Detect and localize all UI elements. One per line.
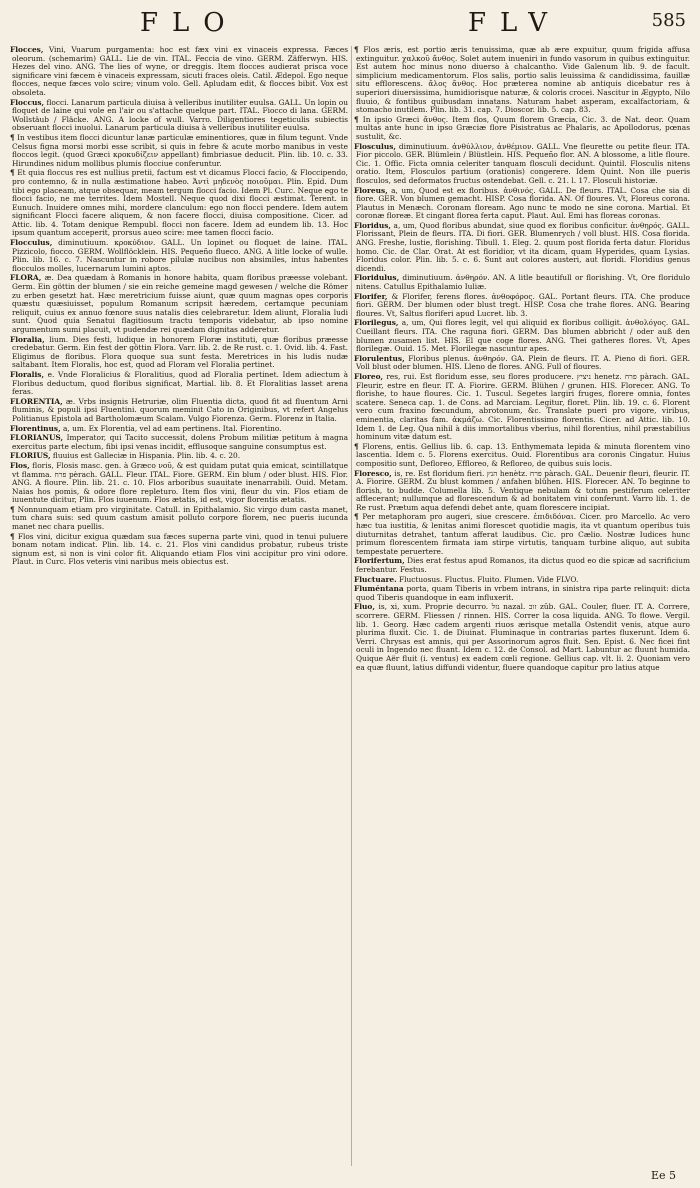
entry-text: Florens, entis. Gellius lib. 6. cap. 13. Enthymemata lepida & minuta florentem vino lascentia. Idem c. 5. Florens exercitus. Ouid. Florentibus ara coronis Cingatur. Huius compositio sunt, Defloreo, Effloreo, & Refloreo, de quibus suis locis. bbox=[356, 441, 690, 468]
entry-headword: ¶ bbox=[354, 45, 359, 54]
entry-headword: Floralia, bbox=[10, 334, 45, 344]
entry-headword: Flos, bbox=[10, 460, 30, 470]
entry-headword: Fluo, bbox=[354, 602, 375, 612]
dictionary-entry bbox=[12, 452, 348, 461]
entry-headword: Floccus, bbox=[10, 97, 45, 107]
entry-headword: Flosculus, bbox=[354, 141, 396, 151]
header-right: FLV bbox=[468, 8, 561, 38]
left-column bbox=[12, 46, 348, 1168]
entry-headword: Floridulus, bbox=[354, 273, 400, 283]
dictionary-entry bbox=[356, 46, 690, 115]
entry-text: Flos vini, dicitur exigua quædam sua fæces superna parte vini, quod in tenui puluere bonam notam indicat. Plin. lib. 14. c. 21. Flos vini candidus probatur, rubeus triste signum est, si non is vini color fit. Aliquando etiam Flos vini accipitur pro vini odore. Plaut. in Curc. Flos veteris vini naribus meis obiectus est. bbox=[12, 531, 348, 567]
running-header bbox=[0, 8, 700, 42]
dictionary-entry bbox=[356, 116, 690, 142]
entry-text: & Florifer, ferens flores. ἀνθοφόρος. GAL. Portant fleurs. ITA. Che produce fiori. GERM. Der blumen oder blust tregt. HISP. Cosa che trahe flores. ANG. Bearing floures. Vt, Saltus floriferi apud Lucret. lib. 3. bbox=[356, 291, 690, 318]
entry-headword: ¶ bbox=[10, 504, 15, 514]
entry-text: æ. Dea quædam à Romanis in honore habita, quam floribus præesse volebant. Germ. Ein göttin der blumen / sie ein reiche gemeine magd gewesen / welche die Römer zu erben gesetzt hat. Hæc meretricium fuisse aiunt, quæ quum magnas opes corporis quæstu quæsiuisset, populum Romanum scripsit hæredem, certamque pecuniam reliquit, cuius ex annuo fœnore suus natalis dies celebraretur. Idem aliunt, Floralia ludi sunt. Quod quia Senatui flagitiosum tractu temporis videbatur, ab ipso nomine argumentum sumi placuit, vt pudendæ rei quædam dignitas adderetur. bbox=[12, 273, 348, 334]
dictionary-entry bbox=[356, 293, 690, 319]
entry-headword: Florentinus, bbox=[10, 423, 61, 433]
entry-text: a, um, Quod floribus abundat, siue quod ex floribus conficitur. ἀνθηρός. GALL. Florissant, Plein de fleurs. ITA. Di fiori. GER. Blumenrych / voll blust. HIS. Cosa florida. ANG. Freshe, lustie, florishing. Tibull. 1. Eleg. 2. quum post florida ferta datur. Floridus homo. Cic. de Clar. Orat. At est floridior, vt ita dicam, quam Hyperides, quam Lysias. Floridus color. Plin. lib. 5. c. 6. Sunt aut colores austeri, aut floridi. Floridius genus dicendi. bbox=[356, 220, 690, 273]
dictionary-entry bbox=[12, 398, 348, 424]
entry-headword: FLORENTIA, bbox=[10, 396, 63, 406]
dictionary-entry bbox=[12, 506, 348, 532]
dictionary-entry bbox=[12, 134, 348, 168]
entry-text: Vini, Vuarum purgamenta: hoc est fæx vini ex vinaceis expressa. Fæces oleorum. (schemarim) GALL. Lie de vin. ITAL. Feccia de vino. GERM. Zäfferwyn. HIS. Hezes del vino. ANG. The lies of wyne, or dreggis. Item flocces audierat prisca voce significare vini fæcem è vinaceis expressam, sicuti fraces oleis. Catil. Ædepol. Ego neque flocces, neque fæces volo scire; vinum volo. Gell. Apludam edit, & flocces bibit. Vox est obsoleta. bbox=[12, 45, 348, 97]
dictionary-entry bbox=[12, 371, 348, 397]
entry-headword: Florifer, bbox=[354, 291, 388, 301]
entry-text: In vestibus item flocci dicuntur lanæ particulæ eminentiores, quæ in filum tegunt. Vnde Celsus figna morsi morbi esse scribit, si quis in febre & acute morbo manibus in veste floccos legit. (quod Græci κροκυδίζειν appellant) fimbriasue deducit. Plin. lib. 10. c. 33. Hirundines nidum mollibus plumis flocciue conferuntur. bbox=[12, 132, 348, 168]
entry-text: Floribus plenus. ἀνθηρόν. GA. Plein de fleurs. IT. A. Pieno di fiori. GER. Voll blust oder blumen. HIS. Lleno de flores. ANG. Full of floures. bbox=[356, 353, 690, 372]
entry-headword: ¶ bbox=[354, 441, 359, 451]
entry-headword: Floresco, bbox=[354, 468, 392, 478]
entry-text: diminutiuum. ἀνθύλλιον, ἀνθέμιον. GALL. Vne fleurette ou petite fleur. ITA. Fior piccolo. GER. Blümlein / Blüstlein. HIS. Pequeño flor. AN. A blossome, a litle floure. Cic. 1. Offic. Ficta omnia celeriter tanquam flosculi decidunt. Quintil. Flosculis nitens oratio. Item, Flosculos partium (orationis) congerere. Idem Quint. Non ille pueris flosculos, sed deformatos fructus ostendebat. Gell. c. 21. l. 17. Flosculi historiæ. bbox=[356, 141, 690, 185]
entry-text: floris, Flosis masc. gen. à Græco νοῦ, & est quidam putat quia emicat, scintillatque vt flamma. פרח pèrach. GALL. Fleur. ITAL. Fiore. GERM. Ein blum / oder blust. HIS. Flor. ANG. A floure. Plin. lib. 21. c. 10. Flos arboribus suauitate inenarrabili. Ouid. Metam. Naias hos pomis, & odore flore repleturo. Item flos vini, fleur du vin. Flos etiam de iuuentute dicitur, Plin. Flos iuuenum. Flos ætatis, id est, vigor florentis ætatis. bbox=[12, 460, 348, 505]
dictionary-entry bbox=[356, 603, 690, 672]
entry-headword: ¶ bbox=[354, 114, 359, 124]
entry-headword: Floreus, bbox=[354, 185, 388, 195]
entry-text: Per metaphoram pro augeri, siue crescere. ἐπιδιδόναι. Cicer. pro Marcello. Ac vero hæc tua iustitia, & lenitas animi florescet quotidie magis, ita vt quantum operibus tuis diuturnitas detrahet, tantum afferat laudibus. Cic. pro Cælio. Nostræ Iudices hunc primum florescentem firmata iam stirpe virtutis, tanquam turbine aliquo, aut subita tempestate peruertere. bbox=[356, 512, 690, 556]
dictionary-entry bbox=[356, 557, 690, 574]
dictionary-entry bbox=[12, 274, 348, 334]
entry-headword: Florulentus, bbox=[354, 353, 405, 363]
dictionary-entry bbox=[356, 373, 690, 442]
entry-headword: Fluctuare. bbox=[354, 574, 397, 584]
entry-text: a, um, Quod est ex floribus. ἀνθινός. GALL. De fleurs. ITAL. Cosa che sia di fiore. GER. Von blumen gemacht. HISP. Cosa florida. AN. Of floures. Vt, Floreus corona. Plautus in Menæch. Coronam floream. Ago nunc te modo ne sine corona. Martial. Et coronæ floreæ. Et cingant florea ferta caput. Plaut. Aul. Emi has floreas coronas. bbox=[356, 185, 690, 221]
dictionary-entry bbox=[356, 143, 690, 186]
dictionary-entry bbox=[356, 187, 690, 221]
entry-text: Flos æris, est portio æris tenuissima, quæ ab ære expuitur, quum frigida affusa extinguitur. χαλκοῦ ἄνθος. Solet autem inueniri in fundo vasorum in quibus extinguitur. Est autem hoc minus nono diuerso à chalcantho. Vide Galenum lib. 9. de facult. simplicium medicamentorum. Flos salis, portio salis leuissima & candidissima, fauillæ situ efflorescens. ἄλος ἄνθος. Hoc præterea nomine ab antiquis dicebatur res à superiori diuersissima, humidiorisque naturæ, & coloris crocei. Nascitur in Ægypto, Nilo fluuio, & fontibus quibusdam innatans. Naturam habet asperam, excalfactoriam, & stomacho inutilem. Plin. lib. 31. cap. 7. Dioscor. lib. 5. cap. 83. bbox=[356, 45, 690, 115]
entry-text: res, rui. Est floridum esse, seu flores producere. ניציץ henetz. פרח pàrach. GAL. Fleurir, estre en fleur. IT. A. Fiorire. GERM. Blühen / grunen. HIS. Florecer. ANG. To florishe, to haue floures. Cic. 1. Tuscul. Segetes largiri fruges, florere omnia, fontes scatere. Seneca cap. 1. de Cons. ad Marciam. Legitur, floret. Plin. lib. 19. c. 6. Florent vero cum fraxino fœcundum, abrotonum, &c. Translate pueri pro vigore, viribus, eminentia, claritas fam. ἀκμάζω. Cic. Florentissimo florentis. Cicer. ad Attic. lib. 10. Idem 1. de Leg. Qua nihil à diis immortalibus vberius, nihil florentius, nihil præstabilius hominum vitæ datum est. bbox=[356, 371, 690, 442]
entry-headword: Fluméntana bbox=[354, 584, 404, 594]
entry-text: is, re. Est floridum fieri. הנץ henètz. פרח pàrach. GAL. Deuenir fleuri, fleurir. IT. A. Fiorire. GERM. Zu blust kommen / anfahen blühen. HIS. Florecer. AN. To beginne to florish, to budde. Columella lib. 5. Ventique nebulam & totum pestiferum celeriter afflecerant; nullumque ad florescendum & ad bonitatem vini conferunt. Varro lib. 1. de Re rust. Prætum aqua defendi debet ante, quam florescere incipiat. bbox=[356, 468, 690, 512]
dictionary-entry bbox=[356, 355, 690, 372]
dictionary-entry bbox=[12, 533, 348, 567]
entry-headword: ¶ bbox=[10, 168, 15, 178]
entry-headword: FLORIUS, bbox=[10, 451, 51, 461]
dictionary-entry bbox=[12, 336, 348, 370]
dictionary-entry bbox=[356, 319, 690, 353]
column-divider bbox=[351, 46, 352, 1166]
entry-text: Et quia floccus res est nullius pretii, factum est vt dicamus Flocci facio, & Floccipendo, pro contemno, & in nulla æstimatione habeo. Ἀντὶ μηδενὸς ποιοῦμαι. Plin. Epid. Dum tibi ego placeam, atque obsequar, meam tergum flocci facio. Idem Pl. Curc. Neque ego te flocci facio, ne me territes. Idem Mostell. Neque quod dixi flocci æstimat. Terent. in Eunuch. Inuidere omnes mihi, mordere clanculum: ego non flocci pendere. Idem autem significant Flocci facere aliquem, & non facere flocci, diuisa compositione. Cicer. ad Attic. lib. 4. Totam denique Rempubl. flocci non facere. Idem ad eundem lib. 13. Hoc ipsum quantum acceperit, prorsus aueo scire: mee tamen flocci facio. bbox=[12, 168, 348, 238]
dictionary-entry bbox=[356, 576, 690, 585]
entry-headword: FLORIANUS, bbox=[10, 433, 64, 443]
entry-text: flocci. Lanarum particula diuisa à velleribus inutiliter euulsa. GALL. Un lopin ou floquet de laine qui vole en l'air ou s'attache quelque part. ITAL. Fiocco di lana. GERM. Wollstäub / Fläcke. ANG. A locke of wull. Varro. Diligentiores tegeticulis subiectis obseruant flocci inuolui. Lanarum particula diuisa à velleribus inutiliter euulsa. bbox=[12, 97, 348, 133]
entry-headword: Flocces, bbox=[10, 45, 44, 54]
entry-text: a, um, Qui flores legit, vel qui aliquid ex floribus colligit. ἀνθολόγος. GAL. Cueillant fleurs. ITA. Che raguna fiori. GERM. Das blumen abbricht / oder auß den blumen zusamen list. HIS. El que coge flores. ANG. Thei gatheres flores. Vt, Apes florilegæ. Ouid. 15. Met. Florilegæ nascuntur apes. bbox=[356, 318, 690, 354]
entry-headword: ¶ bbox=[10, 132, 15, 142]
entry-headword: Floridus, bbox=[354, 220, 391, 230]
dictionary-entry bbox=[12, 425, 348, 434]
entry-headword: ¶ bbox=[10, 531, 15, 541]
dictionary-entry bbox=[356, 443, 690, 469]
entry-text: Imperator, qui Tacito successit, dolens Probum militiæ petitum à magna exercitus parte electum, fibi ipsi venas incidit, efflusoque sanguine consumptus est. bbox=[12, 433, 348, 451]
entry-headword: Floreo, bbox=[354, 371, 384, 381]
entry-headword: Floralis, bbox=[10, 369, 45, 379]
entry-text: In ipsio Græci ἄνθος. Item flos, Quum florem Græcia, Cic. 3. de Nat. deor. Quam multas ante hunc in ipso Græciæ flore Pisistratus ac Phalaris, ac Apollodorus, pœnas sustulit, &c. bbox=[356, 114, 690, 141]
right-column bbox=[356, 46, 690, 1168]
dictionary-entry bbox=[12, 239, 348, 273]
entry-text: diminutiuum. κροκύδιον. GALL. Un lopinet ou floquet de laine. ITAL. Pizzicolo, fiocco. GERM. Wollflöcklein. HIS. Pequeño flueco. ANG. A litle locke of wulle. Plin. lib. 16. c. 7. Nascuntur in robore pilulæ nucibus non absimiles, intus habentes flocculos molles, lucernarum lumini aptos. bbox=[12, 238, 348, 273]
page-number: 585 bbox=[651, 10, 686, 31]
dictionary-entry bbox=[356, 470, 690, 513]
entry-text: fluuius est Galleciæ in Hispania. Plin. lib. 4. c. 20. bbox=[50, 451, 241, 461]
entry-text: porta, quam Tiberis in vrbem intrans, in sinistra ripa parte relinquit: dicta quod Tiberis quandoque in eam influxerit. bbox=[356, 584, 690, 602]
entry-headword: Florifertum, bbox=[354, 556, 405, 566]
entry-headword: Flocculus, bbox=[10, 238, 53, 248]
dictionary-entry bbox=[12, 169, 348, 238]
entry-text: æ. Vrbs insignis Hetruriæ, olim Fluentia dicta, quod fit ad fluentum Arni fluminis, & populi ipsi Fluentini. quorum meminit Cato in Originibus, vt refert Angelus Politianus Epistola ad Bartholomæum Scalam. Vulgo Fiorenza. Germ. Florenz in Italia. bbox=[12, 396, 348, 423]
dictionary-entry bbox=[12, 462, 348, 505]
entry-text: Nonnunquam etiam pro virginitate. Catull. in Epithalamio. Sic virgo dum casta manet, tum chara suis: sed quum castum amisit polluto corpore florem, nec pueris iucunda manet nec chara puellis. bbox=[12, 504, 348, 532]
entry-headword: Florilegus, bbox=[354, 318, 399, 328]
header-left: FLO bbox=[140, 8, 239, 38]
dictionary-entry bbox=[12, 99, 348, 133]
dictionary-entry bbox=[356, 585, 690, 602]
entry-text: lium. Dies festi, ludique in honorem Floræ instituti, quæ floribus præesse credebatur. Germ. Ein fest der göttin Flora. Varr. lib. 2. de Re rust. c. 1. Ovid. lib. 4. Fast. Eligimus de floribus. Flora quoque sua sunt festa. Meretrices in his ludis nudæ saltabant. Item Floralis, hoc est, quod ad Floram vel Floralia pertinet. bbox=[12, 334, 348, 370]
dictionary-entry bbox=[356, 274, 690, 291]
entry-headword: ¶ bbox=[354, 512, 359, 522]
entry-text: e. Vnde Floralicius & Floralitius, quod ad Floralia pertinet. Idem adiectum à Floribus deductum, quod floribus significat, Martial. lib. 8. Et Floralitias lasset arena feras. bbox=[12, 369, 348, 397]
entry-text: Fluctuosus. Fluctus. Fluito. Flumen. Vide FLVO. bbox=[396, 574, 579, 584]
entry-headword: FLORA, bbox=[10, 273, 42, 283]
dictionary-entry bbox=[12, 434, 348, 451]
entry-text: Dies erat festus apud Romanos, ita dictus quod eo die spicæ ad sacrificium ferebantur. Festus. bbox=[356, 556, 690, 575]
entry-text: diminutiuum. ἀνθηρόν. AN. A litle beautifull or florishing. Vt, Ore floridulo nitens. Catullus Epithalamio Iuliæ. bbox=[356, 273, 690, 292]
dictionary-entry bbox=[356, 513, 690, 556]
signature-mark: Ee 5 bbox=[650, 1169, 676, 1182]
entry-text: is, xi, xum. Proprie decurro. נזל nazal. זוב zûb. GAL. Couler, fluer. IT. A. Correre, scorrere. GERM. Fliessen / rinnen. HIS. Correr la cosa liquida. ANG. To flowe. Vergil. lib. 1. Georg. Hæc cadem argenti riuos ærisque metalla Ostendit venis, atque auro plurima fluxit. Cic. 1. de Diuinat. Fluminaque in contrarias partes fluxerunt. Idem 6. Verri. Chrysas est amnis, qui per Assorinorum agros fluit. Sen. Epist. 6. Nec ficei fint oculi in Ingendo nec fluant. Idem c. 12. de Consol. ad Mart. Labuntur ac fluunt humida. Quique Aër fluit (i. ventus) ex eadem cœli regione. Gellius cap. vlt. li. 2. Quoniam vero ea quæ fluunt, latius diffundi videntur, fluere quandoque capitur pro latius atque bbox=[356, 602, 691, 672]
dictionary-entry bbox=[12, 46, 348, 98]
entry-text: a, um. Ex Florentia, vel ad eam pertinens. Ital. Fiorentino. bbox=[60, 423, 282, 433]
dictionary-entry bbox=[356, 222, 690, 274]
